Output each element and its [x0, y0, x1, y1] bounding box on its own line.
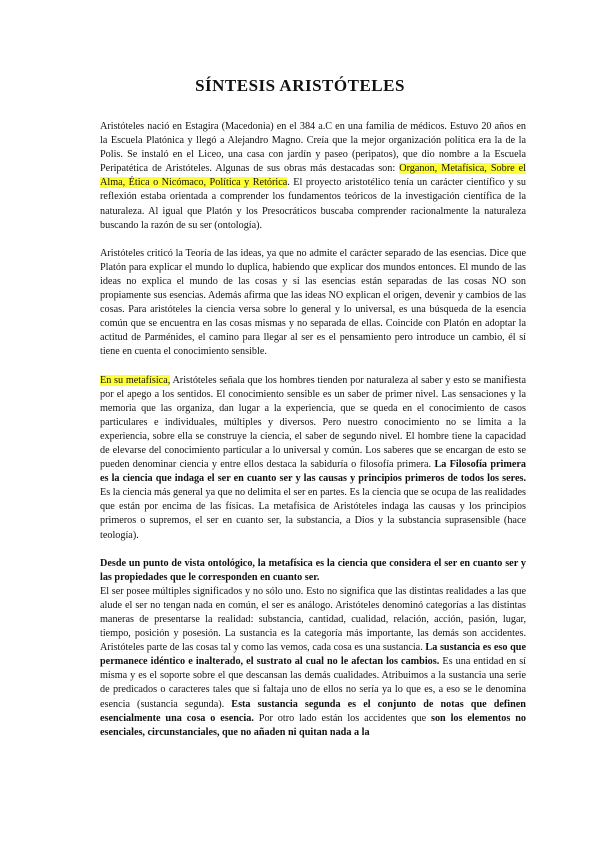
highlighted-works: Organon, Metafísica, Sobre el Alma, Ética o Nicómaco, Política y Retórica — [100, 163, 526, 189]
paragraph-text: Aristóteles señala que los hombres tienden por naturaleza al saber y esto se manifiesta por el apego a los sentidos. El conocimiento sensible es un saber de primer nivel. Las sensaciones y la memoria que las organiza, dan lugar a la experiencia, que se queda en el conocimiento de casos particulares e individuales, múltiples y diversos. Pero nuestro conocimiento no se limita a la experiencia, sobre ella se construye la ciencia, el saber de segundo nivel. El hombre tiene la capacidad de elevarse del conocimiento particular a lo universal y común. Los saberes que se encargan de esto se pueden denominar ciencia y entre ellos destaca la sabiduría o filosofía primera. — [100, 374, 526, 471]
paragraph-critique: Aristóteles criticó la Teoría de las ideas, ya que no admite el carácter separado de las esencias. Dice que Platón para explicar el mundo lo duplica, habiendo que explicar dos mundos entonces. El mundo de las ideas no explica el mundo de las cosas y si las esencias están separadas de las cosas NO son propiamente sus esencias. Además afirma que las ideas NO explican el origen, devenir y cambios de las cosas. Para aristóteles la ciencia versa sobre lo general y lo universal, es una búsqueda de la esencia común que se encuentra en las cosas mismas y no separada de ellas. Coincide con Platón en adoptar la actitud de Parménides, el camino para llegar al ser es el pensamiento pero introduce un cambio, él sí tiene en cuenta el conocimiento sensible. — [100, 247, 526, 358]
paragraph-metaphysics — [100, 374, 526, 543]
paragraph-text: Es la ciencia más general ya que no delimita el ser en partes. Es la ciencia que se ocupa de las realidades que están por encima de las físicas. La metafísica de Aristóteles indaga las causas y los principios primeros o supremos, el ser en cuanto ser, la substancia, a Dios y la substancia suprasensible (hace teología). — [100, 487, 526, 541]
document-body — [100, 120, 526, 754]
paragraph-text: Por otro lado están los accidentes que — [253, 712, 431, 724]
bold-definition: son los elementos no esenciales, circunstanciales, que no añaden ni quitan nada a la — [100, 712, 526, 738]
paragraph-text: Es una entidad en sí misma y es el soporte sobre el que descansan las demás cualidades. Atribuimos a la sustancia una serie de predicados o caracteres tales que si faltaja uno de ellos no sería ya lo que es, a eso se le denomina esencia (sustancia segunda). — [100, 656, 527, 710]
paragraph-text: El ser posee múltiples significados y no sólo uno. Esto no significa que las distintas realidades a las que alude el ser no tengan nada en común, el ser es análogo. Aristóteles denominó categorías a las distintas maneras de presentarse la realidad: substancia, cantidad, cualidad, relación, acción, pasión, lugar, tiempo, posición y posesión. La sustancia es la categoría más importante, las demás son accidentes. Aristóteles parte de las cosas tal y como las vemos, cada cosa es una sustancia. — [100, 585, 526, 654]
document-title: SÍNTESIS ARISTÓTELES — [195, 76, 405, 95]
paragraph-text: Aristóteles nació en Estagira (Macedonia) en el 384 a.C en una familia de médicos. Estuvo 20 años en la Escuela Platónica y llegó a Alejandro Magno. Creía que la mejor organización política era la de la Polis. Se instaló en el Liceo, una casa con jardín y paseo (peripatos), que dio nombre a la Escuela Peripatética de Aristóteles. Algunas de sus obras más destacadas son: — [100, 121, 526, 175]
paragraph-biography — [100, 120, 526, 233]
highlighted-phrase: En su metafísica, — [100, 374, 171, 386]
paragraph-ontology — [100, 557, 526, 740]
bold-definition: La Filosofía primera es la ciencia que indaga el ser en cuanto ser y las causas y principios primeros de todos los seres. — [100, 459, 526, 485]
paragraph-text: . El proyecto aristotélico tenía un carácter científico y su reflexión estaba orientada a comprender los fundamentos teóricos de la investigación científica de la naturaleza. Al igual que Platón y los Presocráticos buscaba comprender racionalmente la naturaleza buscando la razón de su ser (ontología). — [100, 177, 526, 231]
bold-heading: Desde un punto de vista ontológico, la metafísica es la ciencia que considera el ser en cuanto ser y las propiedades que le corresponden en cuanto ser. — [100, 557, 526, 583]
bold-definition: La sustancia es eso que permanece idéntico e inalterado, el sustrato al cual no le afectan los cambios. — [100, 642, 526, 668]
bold-definition: Esta sustancia segunda es el conjunto de notas que definen esencialmente una cosa o esencia. — [100, 698, 526, 724]
